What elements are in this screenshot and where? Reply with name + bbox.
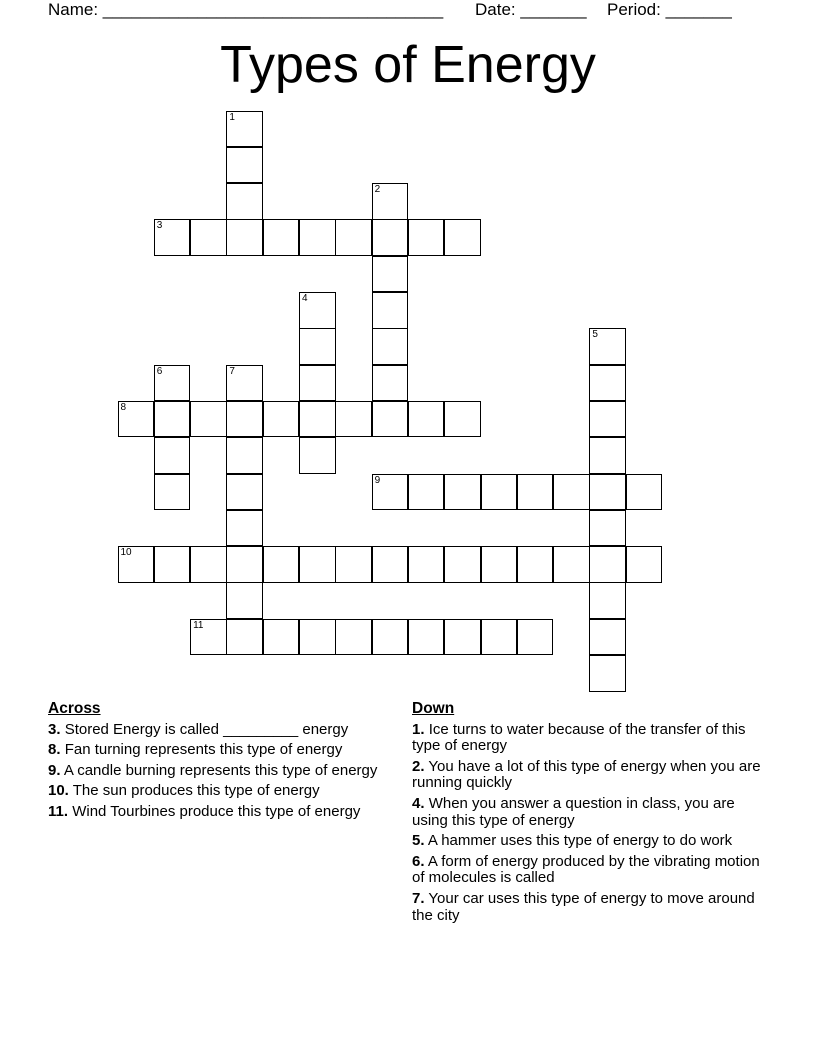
crossword-cell[interactable] <box>517 619 554 656</box>
name-field[interactable]: Name: ____________________________________ <box>48 0 444 19</box>
crossword-cell[interactable] <box>263 219 300 256</box>
crossword-cell[interactable] <box>190 401 227 438</box>
crossword-cell[interactable] <box>299 365 336 402</box>
crossword-cell[interactable] <box>299 437 336 474</box>
crossword-cell[interactable] <box>589 328 626 365</box>
crossword-cell[interactable] <box>226 147 263 184</box>
crossword-cell[interactable] <box>408 546 445 583</box>
crossword-cell[interactable] <box>589 401 626 438</box>
clue-down-6: 6. A form of energy produced by the vibrating motion of molecules is called <box>412 852 760 887</box>
crossword-cell[interactable] <box>226 437 263 474</box>
clue-number: 9 <box>374 474 381 486</box>
crossword-cell[interactable] <box>263 619 300 656</box>
crossword-cell[interactable] <box>226 619 263 656</box>
crossword-cell[interactable] <box>444 401 481 438</box>
crossword-cell[interactable] <box>154 474 191 511</box>
crossword-cell[interactable] <box>372 619 409 656</box>
crossword-cell[interactable] <box>372 183 409 220</box>
clue-down-7: 7. Your car uses this type of energy to move around the city <box>412 889 755 924</box>
crossword-cell[interactable] <box>553 474 590 511</box>
crossword-cell[interactable] <box>154 437 191 474</box>
crossword-cell[interactable] <box>299 328 336 365</box>
crossword-cell[interactable] <box>299 619 336 656</box>
crossword-cell[interactable] <box>226 365 263 402</box>
crossword-cell[interactable] <box>517 546 554 583</box>
crossword-cell[interactable] <box>372 328 409 365</box>
crossword-cell[interactable] <box>190 546 227 583</box>
clue-down-4: 4. When you answer a question in class, you are using this type of energy <box>412 794 735 829</box>
clue-across-10: 10. The sun produces this type of energy <box>48 782 320 800</box>
crossword-cell[interactable] <box>299 219 336 256</box>
clue-down-1: 1. Ice turns to water because of the transfer of this type of energy <box>412 720 746 755</box>
crossword-cell[interactable] <box>154 365 191 402</box>
crossword-cell[interactable] <box>226 219 263 256</box>
down-heading: Down <box>412 700 455 717</box>
clue-number: 7 <box>229 365 235 377</box>
crossword-cell[interactable] <box>190 219 227 256</box>
crossword-cell[interactable] <box>335 619 372 656</box>
crossword-cell[interactable] <box>335 401 372 438</box>
crossword-cell[interactable] <box>517 474 554 511</box>
crossword-cell[interactable] <box>226 183 263 220</box>
crossword-cell[interactable] <box>118 546 155 583</box>
crossword-cell[interactable] <box>118 401 155 438</box>
clue-across-8: 8. Fan turning represents this type of energy <box>48 741 343 759</box>
crossword-cell[interactable] <box>372 219 409 256</box>
crossword-cell[interactable] <box>589 437 626 474</box>
crossword-cell[interactable] <box>299 401 336 438</box>
period-field[interactable]: Period: _______ <box>607 0 732 19</box>
crossword-cell[interactable] <box>444 546 481 583</box>
crossword-cell[interactable] <box>589 546 626 583</box>
crossword-cell[interactable] <box>226 474 263 511</box>
crossword-cell[interactable] <box>154 219 191 256</box>
page-title: Types of Energy <box>220 36 596 94</box>
clue-number: 11 <box>193 619 204 631</box>
date-field[interactable]: Date: _______ <box>475 0 587 19</box>
clue-number: 10 <box>120 547 132 559</box>
crossword-cell[interactable] <box>335 219 372 256</box>
crossword-cell[interactable] <box>263 401 300 438</box>
clue-number: 4 <box>302 293 308 304</box>
crossword-cell[interactable] <box>589 619 626 656</box>
crossword-cell[interactable] <box>589 655 626 692</box>
crossword-cell[interactable] <box>444 474 481 511</box>
crossword-cell[interactable] <box>154 546 191 583</box>
crossword-cell[interactable] <box>626 546 663 583</box>
clue-across-9: 9. A candle burning represents this type of energy <box>48 761 378 779</box>
clue-across-11: 11. Wind Tourbines produce this type of energy <box>48 802 361 820</box>
crossword-cell[interactable] <box>481 474 518 511</box>
crossword-cell[interactable] <box>263 546 300 583</box>
crossword-cell[interactable] <box>299 546 336 583</box>
crossword-cell[interactable] <box>408 474 445 511</box>
crossword-cell[interactable] <box>190 619 227 656</box>
crossword-cell[interactable] <box>226 111 263 148</box>
crossword-cell[interactable] <box>408 219 445 256</box>
clue-number: 3 <box>156 220 163 232</box>
crossword-cell[interactable] <box>481 546 518 583</box>
clue-number: 8 <box>120 401 127 413</box>
crossword-cell[interactable] <box>408 619 445 656</box>
clue-down-5: 5. A hammer uses this type of energy to do work <box>412 832 733 850</box>
crossword-cell[interactable] <box>589 474 626 511</box>
crossword-cell[interactable] <box>372 546 409 583</box>
clue-number: 2 <box>374 184 381 196</box>
crossword-cell[interactable] <box>154 401 191 438</box>
clue-number: 5 <box>592 329 598 341</box>
crossword-cell[interactable] <box>372 256 409 293</box>
crossword-cell[interactable] <box>626 474 663 511</box>
clue-number: 1 <box>229 111 235 123</box>
crossword-cell[interactable] <box>372 365 409 402</box>
crossword-cell[interactable] <box>553 546 590 583</box>
crossword-cell[interactable] <box>444 219 481 256</box>
crossword-cell[interactable] <box>226 582 263 619</box>
crossword-cell[interactable] <box>589 510 626 547</box>
crossword-cell[interactable] <box>335 546 372 583</box>
clue-down-2: 2. You have a lot of this type of energy when you are running quickly <box>412 757 761 792</box>
crossword-cell[interactable] <box>226 510 263 547</box>
crossword-cell[interactable] <box>372 292 409 329</box>
down-clues <box>412 701 762 928</box>
crossword-cell[interactable] <box>226 401 263 438</box>
clue-number: 6 <box>156 365 163 377</box>
clue-across-3: 3. Stored Energy is called _________ energy <box>48 720 349 738</box>
across-heading: Across <box>48 700 101 717</box>
across-clues <box>48 701 393 825</box>
crossword-cell[interactable] <box>589 365 626 402</box>
crossword-cell[interactable] <box>372 474 409 511</box>
crossword-cell[interactable] <box>408 401 445 438</box>
crossword-cell[interactable] <box>589 582 626 619</box>
crossword-cell[interactable] <box>481 619 518 656</box>
crossword-cell[interactable] <box>299 292 336 329</box>
crossword-cell[interactable] <box>226 546 263 583</box>
crossword-cell[interactable] <box>372 401 409 438</box>
crossword-cell[interactable] <box>444 619 481 656</box>
